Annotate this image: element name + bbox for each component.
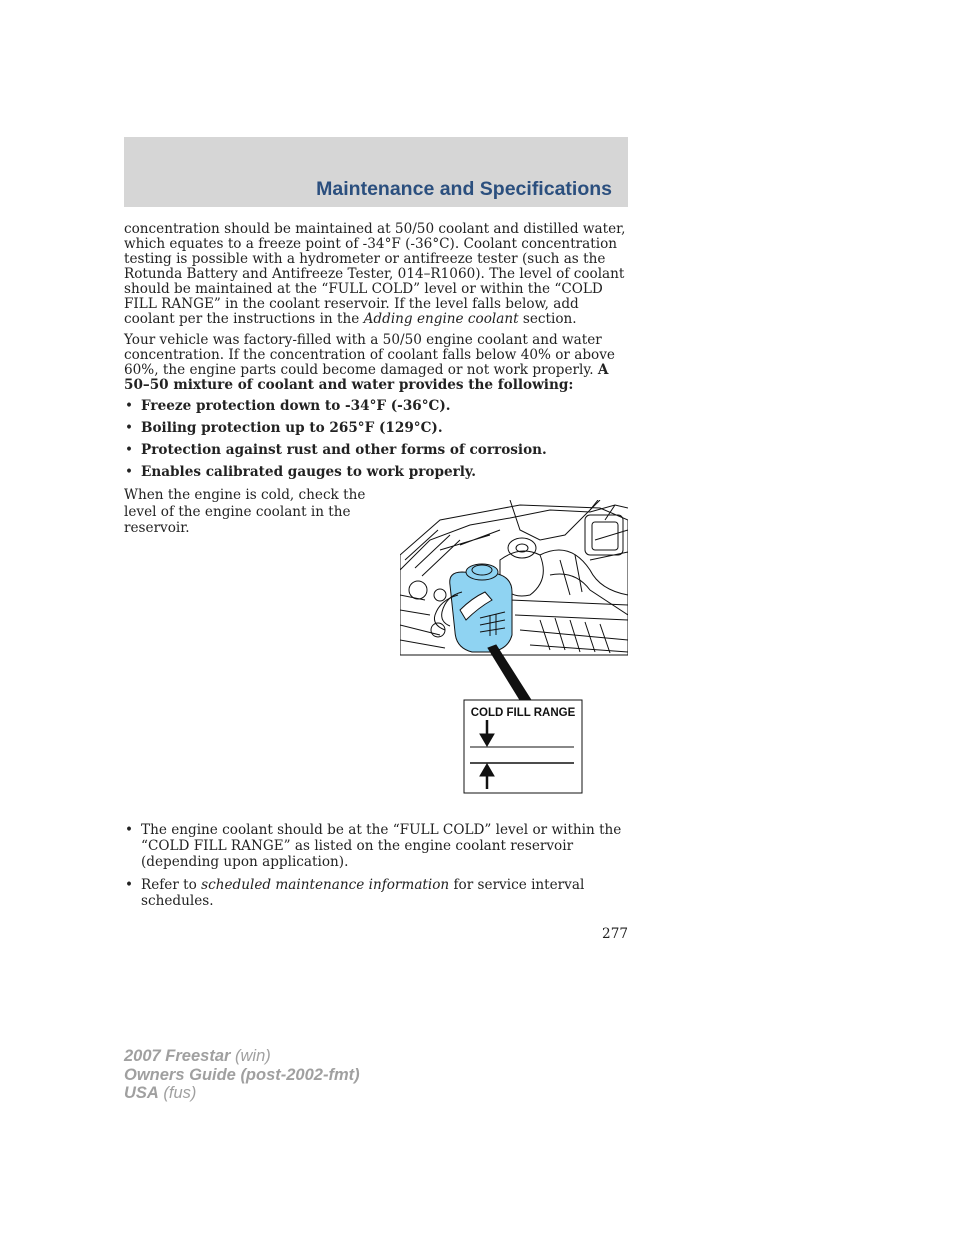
note-text-tail: for service interval schedules. <box>141 877 585 909</box>
coolant-benefits-list <box>124 399 628 487</box>
mixture-benefits-lead: A 50–50 mixture of coolant and water provides the following: <box>124 362 609 393</box>
bullet-icon: • <box>125 822 134 838</box>
engine-bay-illustration-icon <box>400 500 628 795</box>
para2-text: Your vehicle was factory-filled with a 50/50 engine coolant and water concentration. If the concentration of coolant falls below 40% or above 60%, the engine parts could become damaged or not work properly. <box>124 332 615 378</box>
benefit-text: Boiling protection up to 265°F (129°C). <box>141 420 443 436</box>
footer-guide: Owners Guide (post-2002-fmt) <box>124 1065 360 1084</box>
bullet-icon: • <box>125 464 134 480</box>
footer-model: 2007 Freestar <box>124 1047 231 1065</box>
bullet-icon: • <box>125 877 134 893</box>
bullet-icon: • <box>125 442 134 458</box>
benefit-text: Enables calibrated gauges to work properly. <box>141 464 476 480</box>
bullet-icon: • <box>125 398 134 414</box>
footer-market: USA <box>124 1084 159 1102</box>
coolant-level-notes <box>124 822 628 916</box>
footer-line-3 <box>124 1084 360 1103</box>
list-item <box>124 822 628 870</box>
cold-check-paragraph: When the engine is cold, check the level of the engine coolant in the reservoir. <box>124 487 366 536</box>
list-item <box>124 421 628 443</box>
scheduled-maintenance-reference: scheduled maintenance information <box>201 877 450 893</box>
para1-tail: section. <box>518 311 577 327</box>
coolant-concentration-paragraph <box>124 222 628 327</box>
footer-market-code: (fus) <box>158 1084 197 1102</box>
bullet-icon: • <box>125 420 134 436</box>
benefit-text: Freeze protection down to -34°F (-36°C). <box>141 398 451 414</box>
list-item <box>124 465 628 487</box>
coolant-reservoir-figure <box>400 500 628 795</box>
document-footer <box>124 1047 360 1103</box>
note-text: The engine coolant should be at the “FULL COLD” level or within the “COLD FILL RANGE” as listed on the engine coolant reservoir (depending upon application). <box>141 822 622 870</box>
para1-text: concentration should be maintained at 50/50 coolant and distilled water, which equates to a freeze point of -34°F (-36°C). Coolant concentration testing is possible with a hydrometer or antifreeze tester (such as the Rotunda Battery and Antifreeze Tester, 014–R1060). The level of coolant should be maintained at the “FULL COLD” level or within the “COLD FILL RANGE” in the coolant reservoir. If the level falls below, add coolant per the instructions in the <box>124 221 626 327</box>
factory-fill-paragraph <box>124 333 628 393</box>
footer-line-2 <box>124 1066 360 1085</box>
cold-fill-range-label: COLD FILL RANGE <box>470 707 576 719</box>
list-item <box>124 877 628 909</box>
benefit-text: Protection against rust and other forms of corrosion. <box>141 442 547 458</box>
list-item <box>124 443 628 465</box>
page-number: 277 <box>602 926 628 942</box>
footer-model-code: (win) <box>230 1047 271 1065</box>
note-text: Refer to <box>141 877 202 893</box>
footer-line-1 <box>124 1047 360 1066</box>
list-item <box>124 399 628 421</box>
adding-coolant-reference: Adding engine coolant <box>363 311 519 327</box>
section-title: Maintenance and Specifications <box>316 178 612 200</box>
section-header <box>124 137 628 207</box>
